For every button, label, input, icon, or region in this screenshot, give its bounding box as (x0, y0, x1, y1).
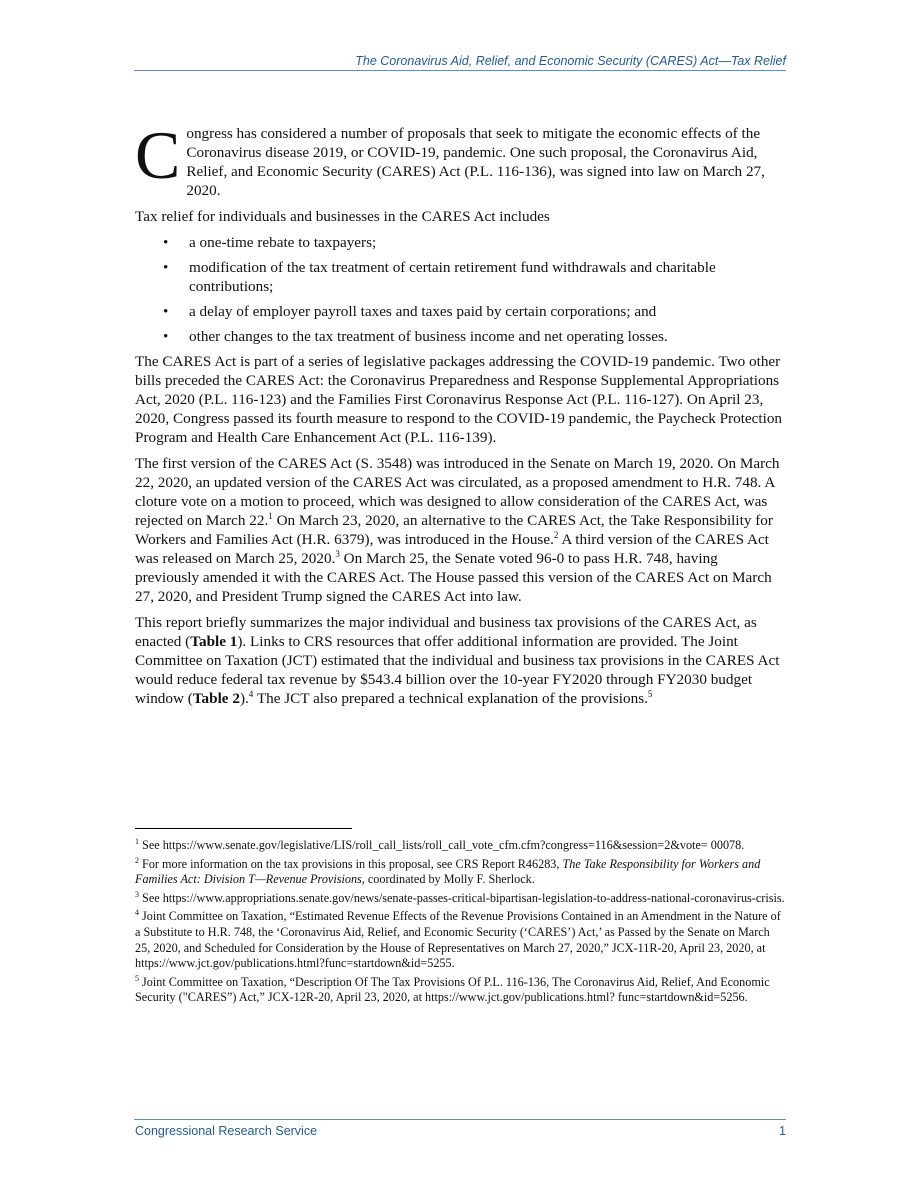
footnote-number: 5 (135, 973, 139, 983)
list-item-text: modification of the tax treatment of certain retirement fund withdrawals and charitable contributions; (189, 259, 716, 295)
page-number: 1 (779, 1124, 786, 1138)
list-item (135, 302, 749, 321)
footnote-ref-2[interactable]: 2 (553, 530, 559, 540)
intro-paragraph (135, 117, 785, 200)
footnote-5 (135, 975, 785, 1006)
list-item (135, 258, 749, 296)
footnote-ref-1[interactable]: 1 (268, 511, 273, 521)
intro-text: ongress has considered a number of proposals that seek to mitigate the economic effects of the Coronavirus disease 2019, or COVID-19, pandemic. One such proposal, the Coronavirus Aid, Relief, and Economic Security (CARES) Act (P.L. 116-136), was signed into law on March 27, 2020. (186, 125, 765, 199)
footnote-number: 3 (135, 889, 139, 899)
summary-text-1: This report briefly summarizes the major individual and business tax provisions of the CARES Act, as enacted ( (135, 614, 757, 650)
tax-relief-list (135, 233, 785, 346)
summary-text-3: ). (239, 690, 249, 707)
bullet-icon: • (163, 303, 169, 320)
footnote-text[interactable]: Joint Committee on Taxation, “Description Of The Tax Provisions Of P.L. 116-136, The Coronavirus Aid, Relief, And Economic Security ("CARES”) Act,” JCX-12R-20, April 23, 2020, at https://www.jct.gov/publications.html? func=startdown&id=5256. (135, 974, 770, 1005)
footnote-4 (135, 909, 785, 971)
history-text-3: A third version of the CARES Act was released on March 25, 2020. (135, 531, 769, 567)
report-body (135, 117, 785, 715)
footer-organization: Congressional Research Service (135, 1124, 318, 1138)
footnotes (135, 838, 785, 1009)
summary-text-2: ). Links to CRS resources that offer additional information are provided. The Joint Committee on Taxation (JCT) estimated that the individual and business tax provisions in the CARES Act would reduce federal tax revenue by $543.4 billion over the 10-year FY2020 through FY2030 budget window ( (135, 633, 780, 707)
footnote-text[interactable]: Joint Committee on Taxation, “Estimated Revenue Effects of the Revenue Provisions Contained in an Amendment in the Nature of a Substitute to H.R. 748, the ‘Coronavirus Aid, Relief, and Economic Security (‘CARES’) Act,’ as Passed by the Senate on March 25, 2020, and Scheduled for Consideration by the House of Representatives on March 27, 2020,” JCX-11R-20, April 23, 2020, at https://www.jct.gov/publications.html?func=startdown&id=5255. (135, 909, 781, 971)
footnote-number: 4 (135, 908, 139, 918)
footnote-text[interactable]: See https://www.appropriations.senate.gov/news/senate-passes-critical-bipartisan-legislation-to-address-national-coronavirus-crisis. (139, 890, 785, 905)
summary-paragraph (135, 613, 785, 708)
footnote-number: 2 (135, 855, 139, 865)
footnote-text: For more information on the tax provisions in this proposal, see CRS Report R46283, (139, 856, 563, 871)
footnote-3 (135, 891, 785, 907)
footnote-ref-4[interactable]: 4 (248, 689, 254, 699)
list-item (135, 327, 749, 346)
history-paragraph (135, 454, 785, 606)
bullet-icon: • (163, 234, 169, 251)
footnote-2 (135, 857, 785, 888)
table-2-link[interactable]: Table 2 (192, 690, 240, 707)
footnote-1 (135, 838, 785, 854)
drop-cap: C (135, 117, 181, 193)
footnote-ref-5[interactable]: 5 (647, 689, 653, 699)
summary-text-4: The JCT also prepared a technical explanation of the provisions. (253, 690, 648, 707)
footnote-separator (135, 828, 352, 829)
footnote-number: 1 (135, 837, 139, 846)
running-header-title: The Coronavirus Aid, Relief, and Economic Security (CARES) Act—Tax Relief (355, 54, 786, 68)
footer-rule (134, 1119, 786, 1120)
series-paragraph: The CARES Act is part of a series of legislative packages addressing the COVID-19 pandemic. Two other bills preceded the CARES Act: the Coronavirus Preparedness and Response Supplemental Appropriations Act, 2020 (P.L. 116-123) and the Families First Coronavirus Response Act (P.L. 116-127). On April 23, 2020, Congress passed its fourth measure to respond to the COVID-19 pandemic, the Paycheck Protection Program and Health Care Enhancement Act (P.L. 116-139). (135, 353, 783, 446)
bullet-icon: • (163, 259, 169, 276)
footnote-text: , coordinated by Molly F. Sherlock. (361, 872, 535, 887)
list-item (135, 233, 749, 252)
table-1-link[interactable]: Table 1 (190, 633, 238, 650)
header-rule (134, 70, 786, 71)
footnote-ref-3[interactable]: 3 (335, 549, 340, 559)
list-item-text: a delay of employer payroll taxes and taxes paid by certain corporations; and (189, 303, 657, 320)
history-text-2: On March 23, 2020, an alternative to the CARES Act, the Take Responsibility for Workers and Families Act (H.R. 6379), was introduced in the House. (135, 512, 773, 548)
history-text-1: The first version of the CARES Act (S. 3548) was introduced in the Senate on March 19, 2020. On March 22, 2020, an updated version of the CARES Act was circulated, as a proposed amendment to H.R. 748. A cloture vote on a motion to proceed, which was designed to allow consideration of the CARES Act, was rejected on March 22. (135, 455, 780, 529)
list-item-text: a one-time rebate to taxpayers; (189, 234, 377, 251)
tax-relief-lead: Tax relief for individuals and businesses in the CARES Act includes (135, 208, 550, 225)
footnote-text[interactable]: See https://www.senate.gov/legislative/LIS/roll_call_lists/roll_call_vote_cfm.cfm?congress=116&session=2&vote= 00078. (139, 838, 745, 852)
bullet-icon: • (163, 328, 169, 345)
list-item-text: other changes to the tax treatment of business income and net operating losses. (189, 328, 668, 345)
history-text-4: On March 25, the Senate voted 96-0 to pass H.R. 748, having previously amended it with the CARES Act. The House passed this version of the CARES Act on March 27, 2020, and President Trump signed the CARES Act into law. (135, 550, 772, 605)
footnote-report-title: The Take Responsibility for Workers and Families Act: Division T—Revenue Provisions (135, 856, 761, 887)
